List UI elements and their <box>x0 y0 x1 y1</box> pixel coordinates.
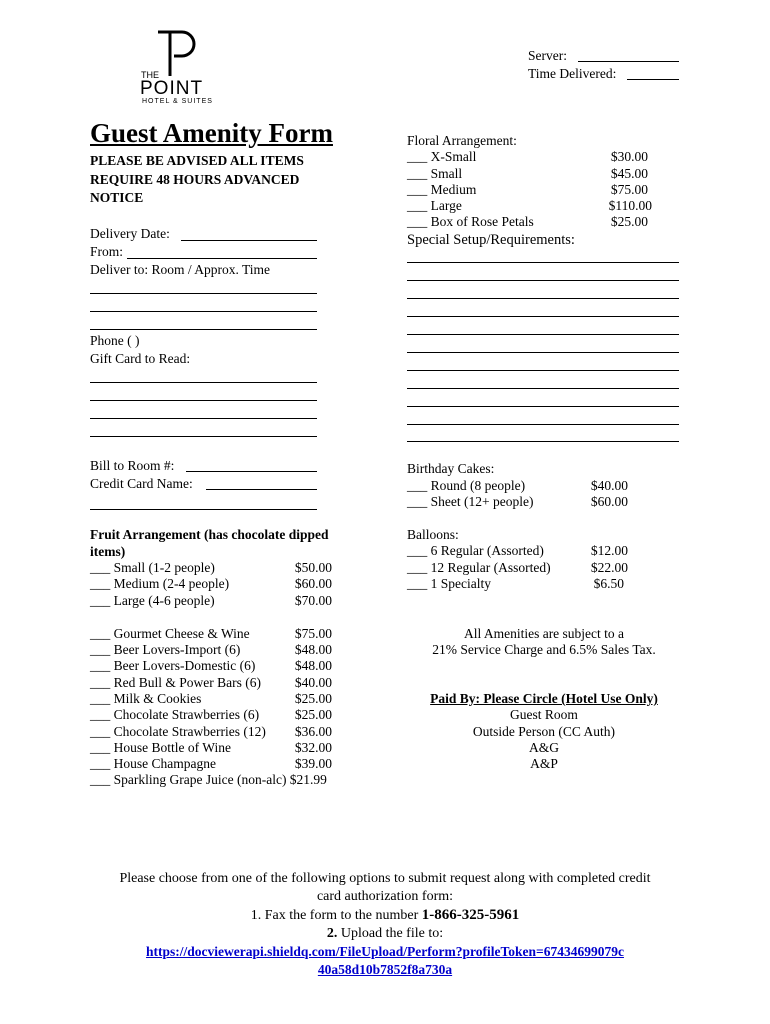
logo-point: POINT <box>140 78 204 99</box>
floral-item-label: ___ Box of Rose Petals <box>407 214 534 229</box>
balloon-item-price: $12.00 <box>590 543 628 558</box>
delivery-date-label: Delivery Date: <box>90 226 170 241</box>
logo-the: THE <box>141 70 159 80</box>
special-setup-field-1[interactable] <box>407 262 679 263</box>
special-setup-field-10[interactable] <box>407 424 679 425</box>
fruit-item-price: $60.00 <box>294 576 332 591</box>
special-setup-field-4[interactable] <box>407 316 679 317</box>
fax-number: 1-866-325-5961 <box>421 907 520 923</box>
gourmet-item-price: $36.00 <box>294 724 332 739</box>
special-setup-field-2[interactable] <box>407 280 679 281</box>
server-label: Server: <box>528 48 567 63</box>
gourmet-item-label: ___ Chocolate Strawberries (6) <box>90 707 260 722</box>
paid-by-heading: Paid By: Please Circle (Hotel Use Only) <box>430 691 658 706</box>
phone-label: Phone ( ) <box>90 333 140 348</box>
upload-link-line2[interactable] <box>30 962 740 978</box>
fruit-item-price: $50.00 <box>294 560 332 575</box>
floral-item-label: ___ Medium <box>407 182 477 197</box>
floral-item-label: ___ X-Small <box>407 149 477 164</box>
tax-note-line2: 21% Service Charge and 6.5% Sales Tax. <box>432 642 656 657</box>
deliver-to-field-2[interactable] <box>90 311 317 312</box>
gift-card-field-1[interactable] <box>90 382 317 383</box>
floral-item-price: $25.00 <box>610 214 648 229</box>
gourmet-item-price: $48.00 <box>294 658 332 673</box>
logo-subtitle: HOTEL & SUITES <box>142 98 213 105</box>
balloon-item-price: $22.00 <box>590 560 628 575</box>
special-setup-field-7[interactable] <box>407 370 679 371</box>
time-delivered-label: Time Delivered: <box>528 66 617 81</box>
balloon-item-price: $6.50 <box>593 576 624 591</box>
upload-link[interactable]: https://docviewerapi.shieldq.com/FileUpload/Perform?profileToken=67434699079c <box>146 944 624 959</box>
hotel-logo <box>138 28 218 108</box>
gift-card-field-3[interactable] <box>90 418 317 419</box>
from-label: From: <box>90 244 124 259</box>
cake-item-label: ___ Round (8 people) <box>407 478 526 493</box>
special-setup-field-9[interactable] <box>407 406 679 407</box>
paid-option-outside-person[interactable]: Outside Person (CC Auth) <box>472 724 616 739</box>
upload-link-line1[interactable] <box>30 944 740 960</box>
credit-card-extra-field[interactable] <box>90 509 317 510</box>
time-delivered-field[interactable] <box>627 79 679 80</box>
gift-card-field-2[interactable] <box>90 400 317 401</box>
gourmet-item-label: ___ Red Bull & Power Bars (6) <box>90 675 261 690</box>
floral-item-price: $110.00 <box>608 198 652 213</box>
fruit-item-label: ___ Small (1-2 people) <box>90 560 215 575</box>
fax-option-text: 1. Fax the form to the number <box>250 908 422 923</box>
fruit-heading: Fruit Arrangement (has chocolate dipped items) <box>90 527 329 559</box>
upload-option-number: 2. <box>326 926 338 941</box>
advance-notice: PLEASE BE ADVISED ALL ITEMS REQUIRE 48 HOURS ADVANCED NOTICE <box>90 153 304 205</box>
balloon-item-label: ___ 12 Regular (Assorted) <box>407 560 551 575</box>
footer-option-upload <box>40 926 730 942</box>
special-setup-field-8[interactable] <box>407 388 679 389</box>
upload-link-continued[interactable]: 40a58d10b7852f8a730a <box>317 962 453 977</box>
gourmet-item-price: $39.00 <box>294 756 332 771</box>
gourmet-item-price: $25.00 <box>294 707 332 722</box>
paid-option-ag[interactable]: A&G <box>529 740 559 755</box>
gourmet-item-price: $32.00 <box>294 740 332 755</box>
floral-item-label: ___ Large <box>407 198 462 213</box>
special-setup-field-5[interactable] <box>407 334 679 335</box>
fruit-item-price: $70.00 <box>294 593 332 608</box>
gourmet-item-price: $25.00 <box>294 691 332 706</box>
deliver-to-label: Deliver to: Room / Approx. Time <box>90 262 271 277</box>
page-title: Guest Amenity Form <box>90 118 333 148</box>
footer-option-fax <box>40 906 730 925</box>
paid-option-ap[interactable]: A&P <box>530 756 558 771</box>
cake-item-price: $40.00 <box>590 478 628 493</box>
bill-to-room-label: Bill to Room #: <box>90 458 175 473</box>
floral-item-price: $45.00 <box>610 166 648 181</box>
fruit-item-label: ___ Medium (2-4 people) <box>90 576 230 591</box>
gourmet-item-label: ___ House Champagne <box>90 756 216 771</box>
gift-card-field-4[interactable] <box>90 436 317 437</box>
gift-card-label: Gift Card to Read: <box>90 351 191 366</box>
gourmet-item-label: ___ Beer Lovers-Import (6) <box>90 642 241 657</box>
gourmet-item-label: ___ House Bottle of Wine <box>90 740 231 755</box>
balloon-item-label: ___ 6 Regular (Assorted) <box>407 543 544 558</box>
upload-option-text: Upload the file to: <box>337 926 444 941</box>
footer-intro-line1: Please choose from one of the following options to submit request along with completed credit <box>119 871 651 886</box>
footer-intro-line2: card authorization form: <box>316 889 454 904</box>
gourmet-item-label: ___ Sparkling Grape Juice (non-alc) $21.99 <box>90 772 327 787</box>
floral-heading: Floral Arrangement: <box>407 133 517 148</box>
deliver-to-field-1[interactable] <box>90 293 317 294</box>
bill-to-room-field[interactable] <box>186 471 317 472</box>
floral-item-price: $75.00 <box>610 182 648 197</box>
gourmet-item-label: ___ Milk & Cookies <box>90 691 202 706</box>
floral-item-label: ___ Small <box>407 166 463 181</box>
fruit-item-label: ___ Large (4-6 people) <box>90 593 215 608</box>
paid-option-guest-room[interactable]: Guest Room <box>510 707 578 722</box>
delivery-date-field[interactable] <box>181 240 317 241</box>
floral-item-price: $30.00 <box>610 149 648 164</box>
credit-card-name-label: Credit Card Name: <box>90 476 193 491</box>
cakes-heading: Birthday Cakes: <box>407 461 495 476</box>
tax-note-line1: All Amenities are subject to a <box>463 626 625 641</box>
gourmet-item-price: $48.00 <box>294 642 332 657</box>
cake-item-price: $60.00 <box>590 494 628 509</box>
special-setup-label: Special Setup/Requirements: <box>407 232 575 248</box>
gourmet-item-price: $75.00 <box>294 626 332 641</box>
server-field[interactable] <box>578 61 679 62</box>
credit-card-name-field[interactable] <box>206 489 317 490</box>
special-setup-field-3[interactable] <box>407 298 679 299</box>
cake-item-label: ___ Sheet (12+ people) <box>407 494 534 509</box>
gourmet-item-label: ___ Gourmet Cheese & Wine <box>90 626 250 641</box>
gourmet-item-label: ___ Beer Lovers-Domestic (6) <box>90 658 256 673</box>
gourmet-item-label: ___ Chocolate Strawberries (12) <box>90 724 266 739</box>
from-field[interactable] <box>127 258 317 259</box>
balloons-heading: Balloons: <box>407 527 459 542</box>
special-setup-field-11[interactable] <box>407 441 679 442</box>
balloon-item-label: ___ 1 Specialty <box>407 576 491 591</box>
special-setup-field-6[interactable] <box>407 352 679 353</box>
gourmet-item-price: $40.00 <box>294 675 332 690</box>
deliver-to-field-3[interactable] <box>90 329 317 330</box>
